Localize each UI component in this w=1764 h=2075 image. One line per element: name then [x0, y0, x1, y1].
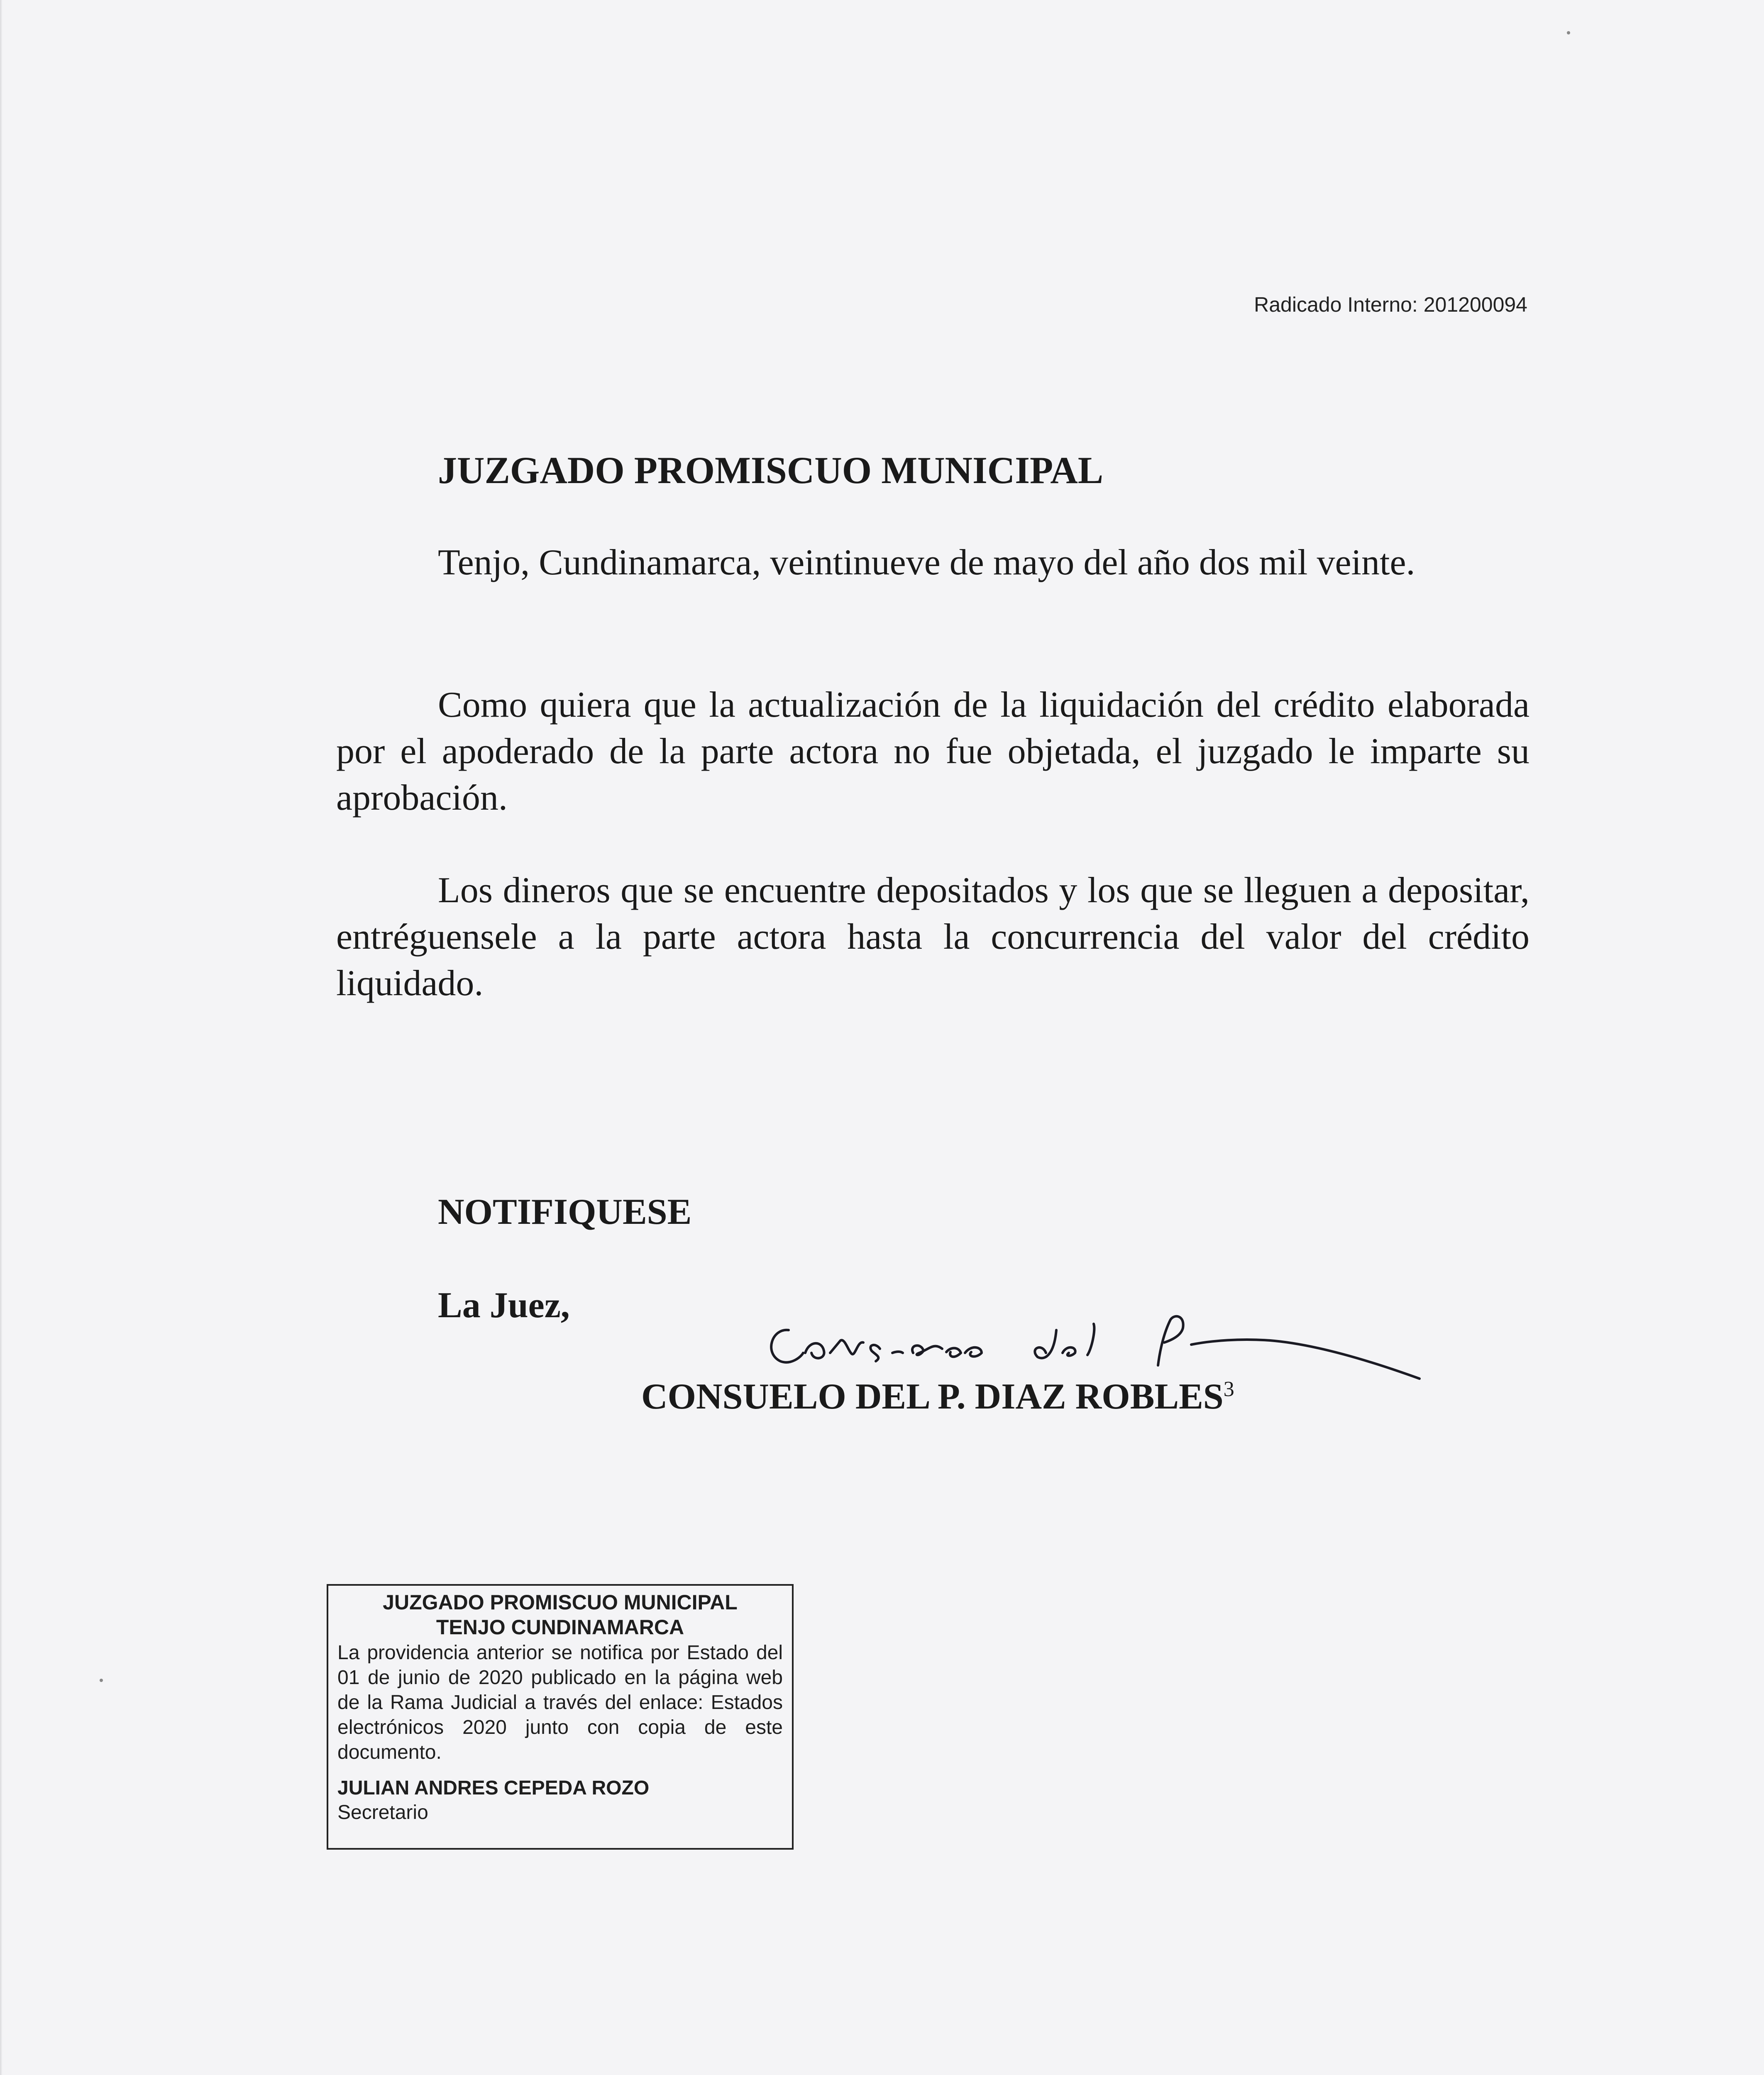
scan-speck	[1567, 31, 1570, 34]
stamp-secretary-role: Secretario	[337, 1802, 428, 1824]
stamp-secretary-name: JULIAN ANDRES CEPEDA ROZO	[337, 1777, 650, 1799]
stamp-title-line-2: TENJO CUNDINAMARCA	[436, 1616, 684, 1639]
judge-label: La Juez,	[438, 1285, 570, 1326]
scan-page-edge	[0, 0, 2, 2075]
scan-speck	[100, 1679, 103, 1682]
stamp-body-text: La providencia anterior se notifica por Estado del 01 de junio de 2020 publicado en la página web de la Rama Judicial a través del enlace: Estados electrónicos 2020 junto con copia de este documento.	[337, 1642, 783, 1763]
signer-name-text: CONSUELO DEL P. DIAZ ROBLES	[641, 1377, 1224, 1417]
date-line: Tenjo, Cundinamarca, veintinueve de mayo del año dos mil veinte.	[438, 542, 1415, 583]
notification-stamp	[327, 1584, 794, 1850]
court-title: JUZGADO PROMISCUO MUNICIPAL	[438, 449, 1104, 491]
notify-heading: NOTIFIQUESE	[438, 1192, 692, 1232]
signer-name	[641, 1376, 1234, 1418]
footnote-reference: 3	[1223, 1377, 1234, 1401]
body-paragraph-1: Como quiera que la actualización de la liquidación del crédito elaborada por el apoderado de la parte actora no fue objetada, el juzgado le imparte su aprobación.	[336, 685, 1529, 818]
stamp-title-line-1: JUZGADO PROMISCUO MUNICIPAL	[383, 1591, 738, 1614]
body-paragraph-2: Los dineros que se encuentre depositados y los que se lleguen a depositar, entréguensele a la parte actora hasta la concurrencia del valor del crédito liquidado.	[336, 870, 1529, 1003]
radicado-number: Radicado Interno: 201200094	[1254, 293, 1527, 316]
